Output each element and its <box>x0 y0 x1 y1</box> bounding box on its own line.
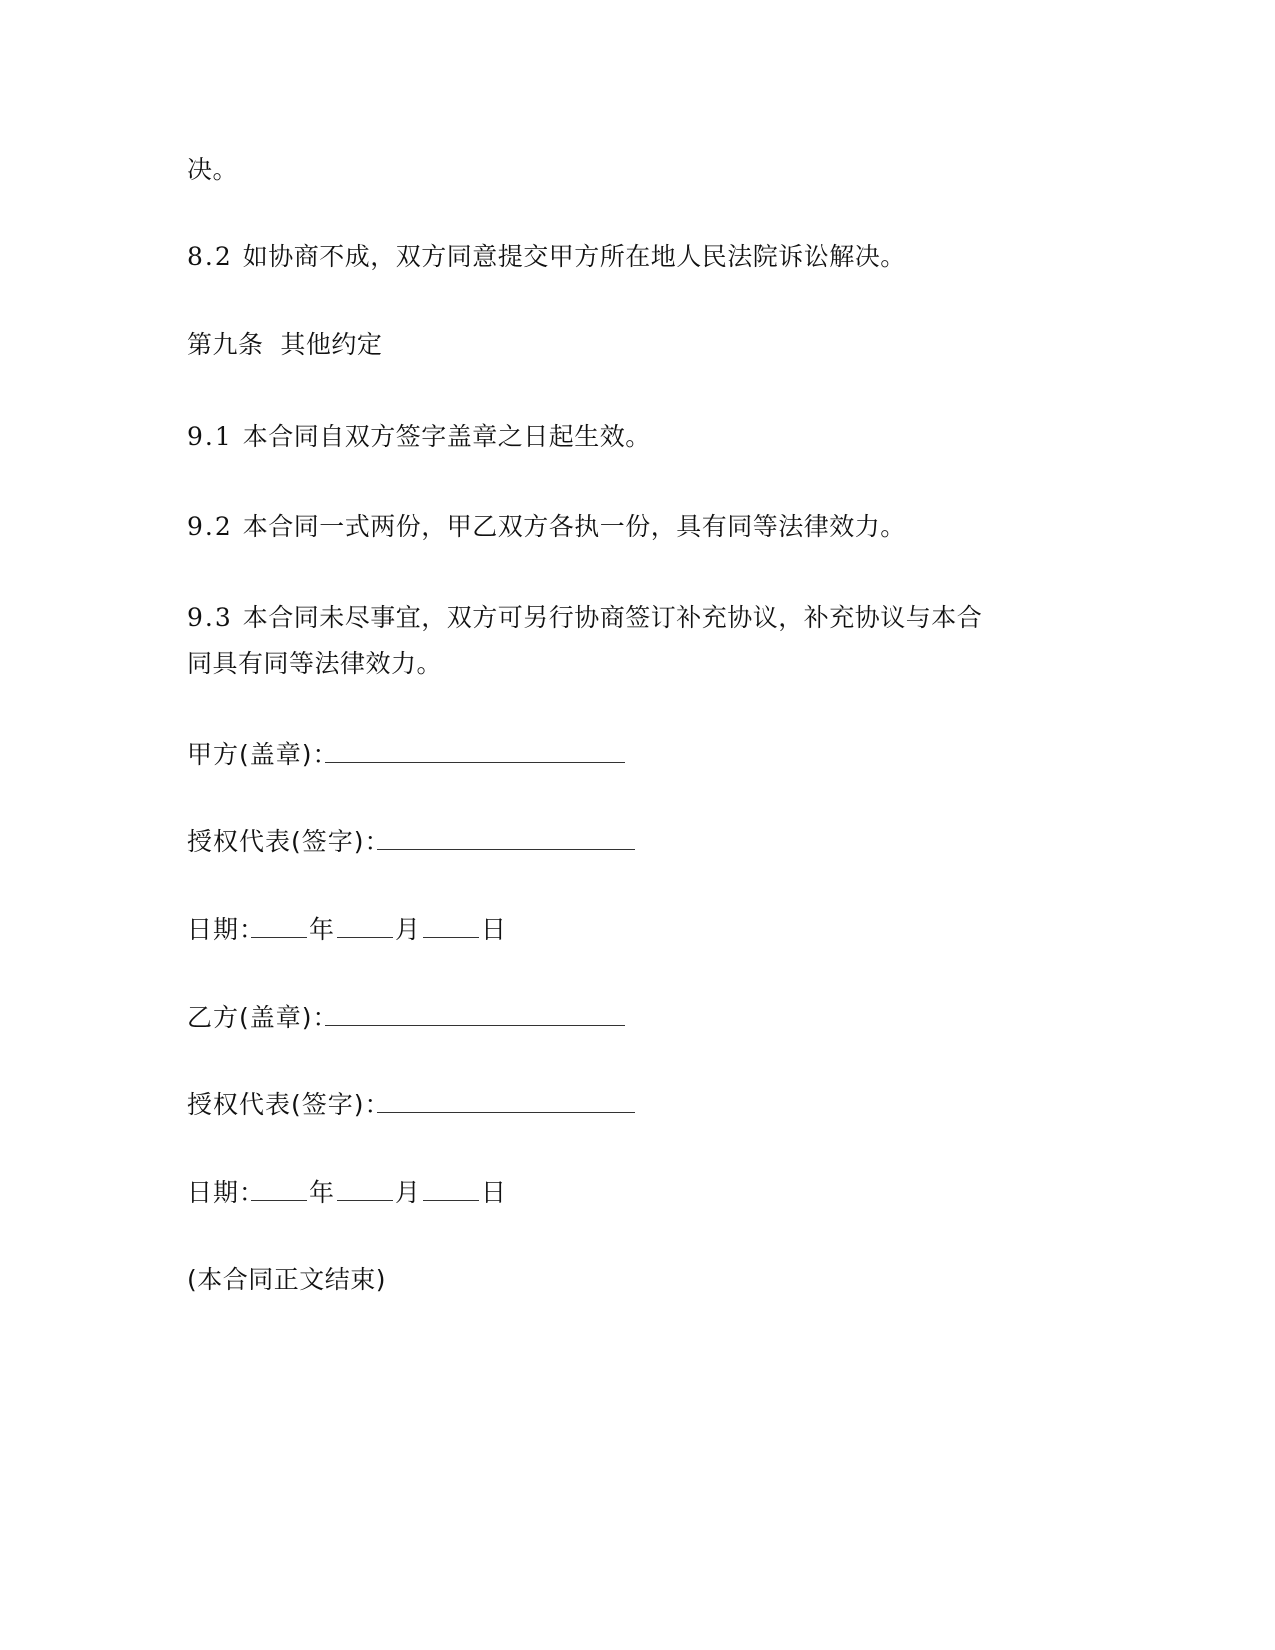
clause-number: 9.1 <box>187 422 233 451</box>
section-heading: 第九条 其他约定 <box>187 330 383 359</box>
party-a-seal-field[interactable] <box>325 740 625 763</box>
party-b-seal-label: 乙方(盖章)： <box>187 1003 339 1032</box>
clause-9-3-continued <box>187 648 442 680</box>
party-b-date-label: 日期： <box>187 1178 266 1207</box>
party-a-seal-row <box>187 739 627 771</box>
day-label: 日 <box>481 915 508 944</box>
end-of-contract-note: (本合同正文结束) <box>187 1265 387 1294</box>
clause-text-line1: 本合同未尽事宜，双方可另行协商签订补充协议，补充协议与本合 <box>242 603 983 632</box>
party-a-year-field[interactable] <box>251 915 307 938</box>
clause-8-2 <box>187 241 906 273</box>
year-label: 年 <box>309 915 336 944</box>
party-a-rep-label: 授权代表(签字)： <box>187 827 391 856</box>
clause-number: 9.2 <box>187 512 233 541</box>
party-b-seal-row <box>187 1002 627 1034</box>
continuation-text <box>187 154 238 186</box>
party-a-date-label: 日期： <box>187 915 266 944</box>
party-b-month-field[interactable] <box>337 1178 393 1201</box>
party-a-rep-signature-field[interactable] <box>377 827 635 850</box>
party-a-rep-row <box>187 826 637 858</box>
year-label: 年 <box>309 1178 336 1207</box>
party-b-seal-field[interactable] <box>325 1003 625 1026</box>
party-b-rep-row <box>187 1089 637 1121</box>
party-b-rep-label: 授权代表(签字)： <box>187 1090 391 1119</box>
clause-text-line2: 同具有同等法律效力。 <box>187 649 443 678</box>
party-b-day-field[interactable] <box>423 1178 479 1201</box>
article-9-heading <box>187 329 382 361</box>
party-a-seal-label: 甲方(盖章)： <box>187 740 339 769</box>
clause-9-2 <box>187 511 906 543</box>
party-a-date-row <box>187 914 507 946</box>
party-a-month-field[interactable] <box>337 915 393 938</box>
end-note <box>187 1264 386 1296</box>
day-label: 日 <box>481 1178 508 1207</box>
clause-9-3 <box>187 602 982 634</box>
clause-text: 本合同自双方签字盖章之日起生效。 <box>242 422 651 451</box>
month-label: 月 <box>395 915 422 944</box>
clause-text: 本合同一式两份，甲乙双方各执一份，具有同等法律效力。 <box>242 512 906 541</box>
clause-9-1 <box>187 421 651 453</box>
clause-number: 8.2 <box>187 242 233 271</box>
month-label: 月 <box>395 1178 422 1207</box>
clause-number: 9.3 <box>187 603 233 632</box>
clause-text: 如协商不成，双方同意提交甲方所在地人民法院诉讼解决。 <box>242 242 906 271</box>
party-b-year-field[interactable] <box>251 1178 307 1201</box>
party-a-day-field[interactable] <box>423 915 479 938</box>
party-b-rep-signature-field[interactable] <box>377 1090 635 1113</box>
continuation-line: 决。 <box>187 155 239 184</box>
party-b-date-row <box>187 1177 507 1209</box>
